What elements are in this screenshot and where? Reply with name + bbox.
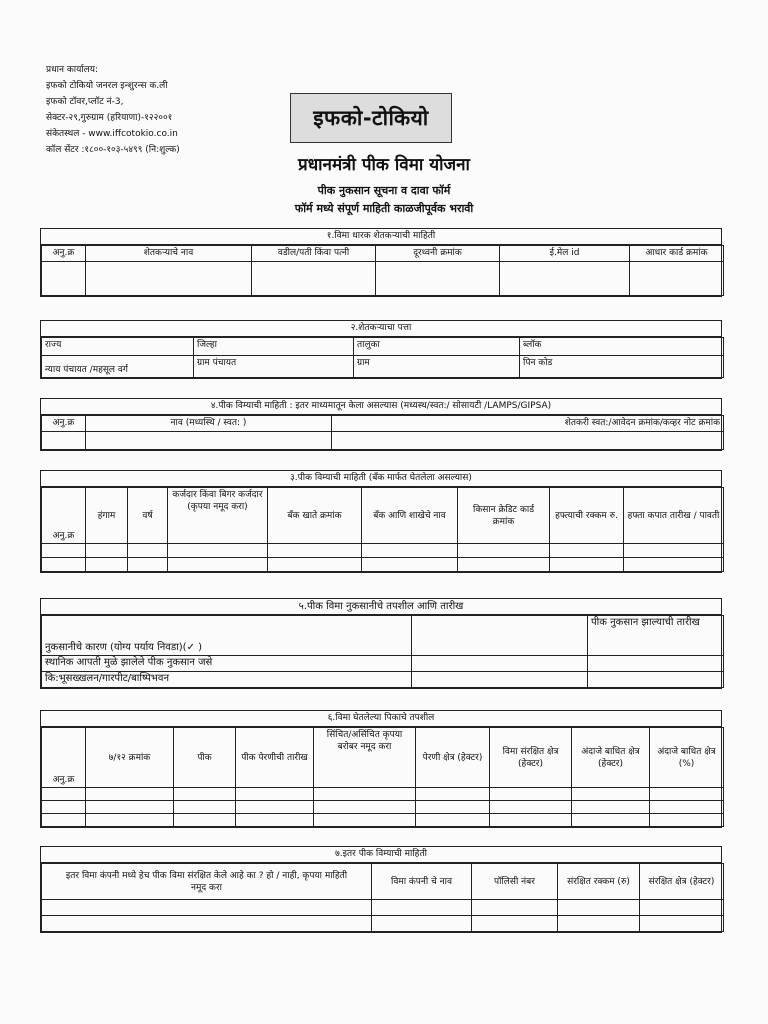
entry-cell[interactable] (42, 788, 86, 801)
col-header: बँक खाते क्रमांक (268, 488, 362, 544)
entry-cell[interactable] (174, 788, 236, 801)
gram-panchayat-label: ग्राम पंचायत (194, 356, 354, 378)
entry-cell[interactable] (490, 788, 572, 801)
entry-cell[interactable] (458, 558, 550, 572)
entry-cell[interactable] (650, 814, 724, 827)
section-title: ३.पीक विम्याची माहिती (बँक मार्फत घेतलेला असल्यास) (41, 471, 721, 487)
col-header: पेरणी क्षेत्र (हेक्टर) (416, 728, 490, 788)
address-line: कॉल सेंटर :१८००-१०३-५४९९ (नि:शुल्क) (46, 145, 180, 155)
entry-cell[interactable] (236, 814, 314, 827)
col-header: हफ्त्याची रक्कम रु. (550, 488, 624, 544)
entry-cell[interactable] (490, 801, 572, 814)
address-line: सेक्टर-२९,गुरुग्राम (हरियाणा)-१२२००१ (46, 113, 173, 123)
form-subtitle: पीक नुकसान सूचना व दावा फॉर्म (317, 184, 451, 197)
col-header: वडील/पती किंवा पत्नी (252, 246, 376, 262)
section-title: २.शेतकऱ्याचा पत्ता (41, 321, 721, 337)
entry-cell[interactable] (86, 788, 174, 801)
insurance-bank-table (41, 487, 724, 572)
section-title: ४.पीक विम्याची माहिती : इतर माध्यमातून केला असल्यास (मध्यस्थ/स्वत:/ सोसायटी /LAMPS/GIPSA) (41, 399, 721, 415)
col-header: पॉलिसी नंबर (472, 864, 558, 900)
form-title: प्रधानमंत्री पीक विमा योजना (298, 155, 470, 175)
col-header: किसान क्रेडिट कार्ड क्रमांक (458, 488, 550, 544)
loss-details-table (41, 615, 724, 688)
col-header: अंदाजे बाधित क्षेत्र (हेक्टर) (572, 728, 650, 788)
taluka-label: तालुका (354, 338, 520, 356)
address-line: इफको टोकियो जनरल इन्शुरन्स क.ली (46, 81, 168, 91)
entry-cell[interactable] (42, 432, 86, 450)
block-label: ब्लॉक (520, 338, 724, 356)
entry-cell[interactable] (372, 916, 472, 932)
entry-cell[interactable] (572, 814, 650, 827)
entry-cell[interactable] (550, 558, 624, 572)
col-header: अनु.क्र (42, 416, 86, 432)
entry-cell[interactable] (42, 916, 372, 932)
farmer-info-table (41, 245, 724, 296)
entry-cell[interactable] (314, 814, 416, 827)
entry-cell[interactable] (362, 544, 458, 558)
entry-cell[interactable] (86, 801, 174, 814)
entry-cell[interactable] (416, 788, 490, 801)
entry-cell[interactable] (550, 544, 624, 558)
entry-cell[interactable] (42, 262, 86, 296)
entry-cell[interactable] (572, 788, 650, 801)
col-header: अनु.क्र (42, 728, 86, 788)
col-header: अनु.क्र (42, 246, 86, 262)
section-farmer-info (40, 228, 722, 297)
col-header: विमा कंपनी चे नाव (372, 864, 472, 900)
entry-cell[interactable] (236, 788, 314, 801)
col-header: संरक्षित क्षेत्र (हेक्टर) (640, 864, 724, 900)
address-table (41, 337, 724, 378)
entry-cell[interactable] (376, 262, 500, 296)
company-logo (290, 93, 452, 143)
address-line: संकेतस्थल - www.iffcotokio.co.in (46, 129, 178, 139)
entry-cell[interactable] (372, 900, 472, 916)
entry-cell[interactable] (588, 656, 724, 672)
entry-cell[interactable] (42, 801, 86, 814)
entry-cell[interactable] (236, 801, 314, 814)
entry-cell[interactable] (86, 262, 252, 296)
entry-cell[interactable] (86, 544, 128, 558)
logo-text: इफको-टोकियो (313, 106, 429, 130)
col-header: हफ्ता कपात तारीख / पावती (624, 488, 724, 544)
form-instruction: फॉर्म मध्ये संपूर्ण माहिती काळजीपूर्वक भरावी (294, 202, 474, 215)
other-insurance-table (41, 863, 724, 932)
col-header: ७/१२ क्रमांक (86, 728, 174, 788)
entry-cell[interactable] (640, 916, 724, 932)
section-crop-details (40, 710, 722, 828)
col-header: हंगाम (86, 488, 128, 544)
col-header: कर्जदार किंवा बिगर कर्जदार (कृपया नमूद करा) (168, 488, 268, 544)
entry-cell[interactable] (640, 900, 724, 916)
entry-cell[interactable] (650, 788, 724, 801)
entry-cell[interactable] (42, 544, 86, 558)
state-label: राज्य (42, 338, 194, 356)
section-title: ६.विमा घेतलेल्या पिकाचे तपशील (41, 711, 721, 727)
col-header: ई.मेल id (500, 246, 630, 262)
col-header: दूरध्वनी क्रमांक (376, 246, 500, 262)
col-header: अंदाजे बाधित क्षेत्र (%) (650, 728, 724, 788)
col-header: नाव (मध्यस्थि / स्वत: ) (86, 416, 332, 432)
col-header: पीक (174, 728, 236, 788)
entry-cell[interactable] (624, 544, 724, 558)
entry-cell[interactable] (314, 801, 416, 814)
entry-cell[interactable] (412, 672, 588, 688)
office-address (46, 62, 180, 158)
entry-cell[interactable] (412, 616, 588, 656)
col-header: वर्ष (128, 488, 168, 544)
section-other-insurance (40, 846, 722, 933)
entry-cell[interactable] (86, 558, 128, 572)
village-label: ग्राम (354, 356, 520, 378)
entry-cell[interactable] (314, 788, 416, 801)
entry-cell[interactable] (268, 544, 362, 558)
entry-cell[interactable] (168, 544, 268, 558)
entry-cell[interactable] (168, 558, 268, 572)
entry-cell[interactable] (558, 900, 640, 916)
address-line: प्रधान कार्यालय: (46, 65, 98, 75)
section-title: ७.इतर पीक विम्याची माहिती (41, 847, 721, 863)
entry-cell[interactable] (42, 814, 86, 827)
entry-cell[interactable] (472, 900, 558, 916)
col-header: संरक्षित रक्कम (रु) (558, 864, 640, 900)
entry-cell[interactable] (650, 801, 724, 814)
entry-cell[interactable] (128, 544, 168, 558)
nyay-panchayat-label: न्याय पंचायत /महसूल वर्ग (42, 356, 194, 378)
entry-cell[interactable] (128, 558, 168, 572)
entry-cell[interactable] (490, 814, 572, 827)
section-insurance-bank (40, 470, 722, 573)
col-header: विमा संरक्षित क्षेत्र (हेक्टर) (490, 728, 572, 788)
entry-cell[interactable] (472, 916, 558, 932)
section-farmer-address (40, 320, 722, 379)
pincode-label: पिन कोड (520, 356, 724, 378)
entry-cell[interactable] (332, 432, 724, 450)
col-header: अनु.क्र (42, 488, 86, 544)
section-title: ५.पीक विमा नुकसानीचे तपशील आणि तारीख (41, 599, 721, 615)
entry-cell[interactable] (268, 558, 362, 572)
col-header: सिंचित/असिंचित कृपया बरोबर नमूद करा (314, 728, 416, 788)
entry-cell[interactable] (588, 672, 724, 688)
calamity-examples: कि:भूसख्खलन/गारपीट/बाष्पिभवन (42, 672, 412, 688)
col-header: इतर विमा कंपनी मध्ये हेच पीक विमा संरक्षित केले आहे का ? हो / नाही, कृपया माहिती नमूद करा (42, 864, 372, 900)
entry-cell[interactable] (500, 262, 630, 296)
loss-date-label: पीक नुकसान झाल्याची तारीख (588, 616, 724, 656)
entry-cell[interactable] (86, 432, 332, 450)
entry-cell[interactable] (362, 558, 458, 572)
crop-details-table (41, 727, 724, 827)
entry-cell[interactable] (558, 916, 640, 932)
col-header: पीक पेरणीची तारीख (236, 728, 314, 788)
address-line: इफको टॉवर,प्लॉट नं-3, (46, 97, 124, 107)
entry-cell[interactable] (624, 558, 724, 572)
entry-cell[interactable] (416, 801, 490, 814)
entry-cell[interactable] (572, 801, 650, 814)
section-loss-details (40, 598, 722, 689)
entry-cell[interactable] (174, 801, 236, 814)
entry-cell[interactable] (416, 814, 490, 827)
entry-cell[interactable] (412, 656, 588, 672)
district-label: जिल्हा (194, 338, 354, 356)
col-header: शेतकऱ्याचे नाव (86, 246, 252, 262)
entry-cell[interactable] (42, 558, 86, 572)
col-header: आधार कार्ड क्रमांक (630, 246, 724, 262)
col-header: बँक आणि शाखेचे नाव (362, 488, 458, 544)
local-calamity-label: स्थानिक आपती मुळे झालेले पीक नुकसान जसे (42, 656, 412, 672)
loss-reason-label: नुकसानीचे कारण (योग्य पर्याय निवडा)(✓ ) (42, 616, 412, 656)
entry-cell[interactable] (630, 262, 724, 296)
entry-cell[interactable] (252, 262, 376, 296)
entry-cell[interactable] (174, 814, 236, 827)
col-header: शेतकरी स्वत:/आवेदन क्रमांक/कव्हर नोट क्रमांक (332, 416, 724, 432)
entry-cell[interactable] (458, 544, 550, 558)
entry-cell[interactable] (42, 900, 372, 916)
insurance-other-table (41, 415, 724, 450)
entry-cell[interactable] (86, 814, 174, 827)
section-insurance-other (40, 398, 722, 451)
section-title: १.विमा धारक शेतकऱ्याची माहिती (41, 229, 721, 245)
